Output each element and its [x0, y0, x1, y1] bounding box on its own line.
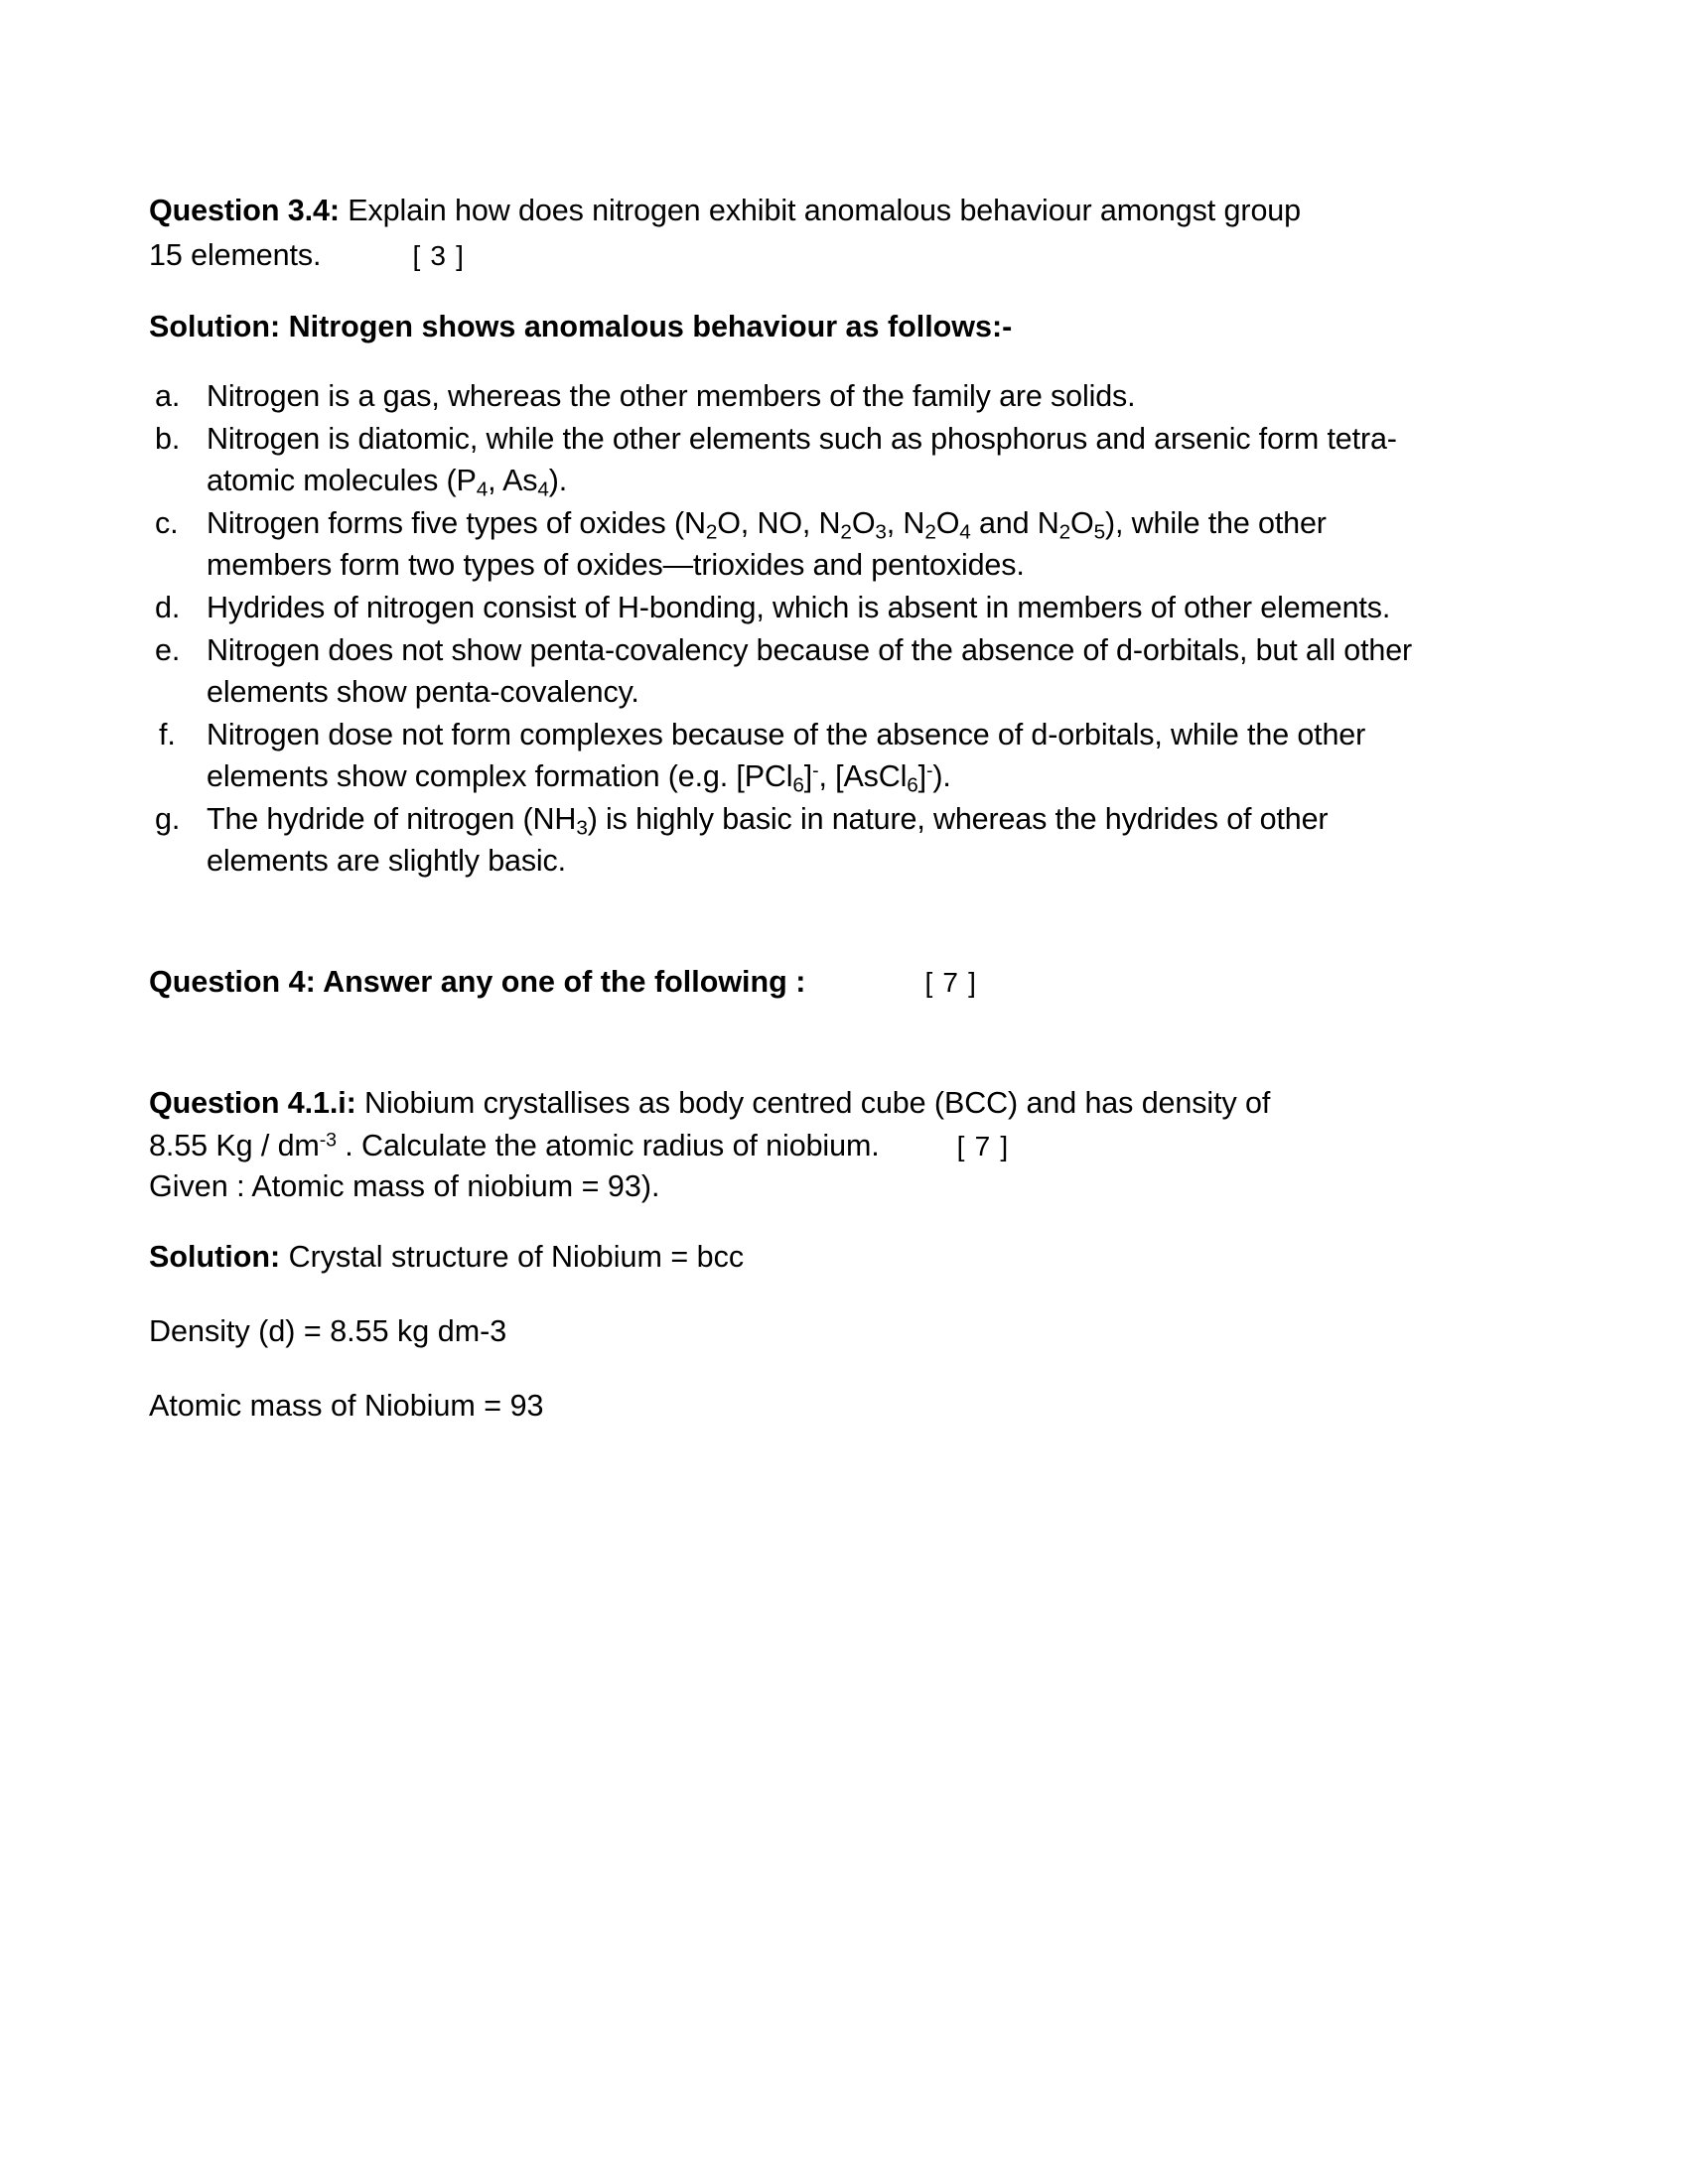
question-3-4-block — [149, 189, 1440, 278]
density-prefix: 8.55 Kg / dm — [149, 1129, 320, 1162]
list-item-marker: g. — [155, 802, 181, 836]
list-item-marker: b. — [155, 422, 181, 456]
list-item-text — [207, 718, 1366, 797]
list-item-marker: f. — [159, 718, 176, 751]
list-item — [149, 418, 1440, 501]
solution-4-1-i-atomic-mass: Atomic mass of Niobium = 93 — [149, 1389, 544, 1423]
question-3-4-marks: [ 3 ] — [412, 240, 466, 271]
question-4-1-i-given-line: Given : Atomic mass of niobium = 93). — [149, 1169, 660, 1203]
sup-run: - — [812, 759, 819, 782]
question-4-1-i-line-2 — [149, 1125, 1440, 1167]
text-run: O, NO, N — [717, 506, 841, 540]
text-run: Hydrides of nitrogen consist of H-bonding, which is absent in members of other elements. — [207, 591, 1391, 624]
anomalous-behaviour-list — [149, 349, 1440, 882]
text-run: , N — [886, 506, 925, 540]
list-item — [149, 502, 1440, 586]
question-4-1-i-marks: [ 7 ] — [956, 1131, 1010, 1161]
text-run: O — [851, 506, 876, 540]
list-item-text — [207, 422, 1397, 501]
sub-run: 6 — [792, 773, 804, 797]
list-item — [149, 629, 1440, 713]
text-run: ), while the other members form two types of oxides—trioxides and pentoxides. — [207, 506, 1327, 582]
sub-run: 3 — [576, 816, 588, 840]
question-3-4-text-1: Explain how does nitrogen exhibit anomalous behaviour amongst group — [339, 194, 1302, 227]
text-run: Nitrogen forms five types of oxides (N — [207, 506, 706, 540]
sub-run: 6 — [907, 773, 918, 797]
sub-run: 2 — [1058, 520, 1071, 544]
question-3-4-label: Question 3.4: — [149, 194, 340, 227]
question-3-4-text-2: 15 elements. — [149, 238, 322, 272]
list-item — [149, 375, 1440, 417]
question-3-4-line-1 — [149, 189, 1440, 233]
question-4-1-i-text-1: Niobium crystallises as body centred cube (BCC) and has density of — [355, 1086, 1271, 1120]
question-4-block — [149, 912, 1440, 1005]
sub-run: 5 — [1093, 520, 1105, 544]
text-run: O — [1070, 506, 1094, 540]
list-item-marker: d. — [155, 591, 181, 624]
list-item-text — [207, 633, 1412, 709]
text-run: ] — [803, 759, 813, 793]
solution-4-1-i-density: Density (d) = 8.55 kg dm-3 — [149, 1314, 507, 1348]
sub-run: 4 — [476, 478, 489, 501]
question-3-4-line-2 — [149, 233, 1440, 278]
list-item-text — [207, 506, 1327, 582]
text-run: ] — [917, 759, 926, 793]
sub-run: 2 — [840, 520, 852, 544]
sub-run: 4 — [537, 478, 549, 501]
list-item — [149, 587, 1440, 628]
text-run: and N — [970, 506, 1059, 540]
text-run: O — [935, 506, 960, 540]
text-run: , [AsCl — [818, 759, 908, 793]
solution-4-1-i-line-1 — [149, 1205, 1440, 1280]
question-4-1-i-line-1 — [149, 1082, 1440, 1125]
document-content — [149, 189, 1440, 1429]
text-run: Nitrogen does not show penta-covalency because of the absence of d-orbitals, but all other elements show penta-covalency. — [207, 633, 1413, 709]
density-suffix: . Calculate the atomic radius of niobium. — [336, 1129, 880, 1162]
list-item-marker: c. — [155, 506, 179, 540]
list-item-text — [207, 379, 1135, 413]
text-run: ). — [932, 759, 951, 793]
sub-run: 4 — [959, 520, 971, 544]
text-run: The hydride of nitrogen (NH — [207, 802, 577, 836]
sub-run: 2 — [705, 520, 718, 544]
text-run: Nitrogen dose not form complexes because of the absence of d-orbitals, while the other elements show complex formation (e.g. [PCl — [207, 718, 1366, 793]
text-run: Nitrogen is a gas, whereas the other members of the family are solids. — [207, 379, 1136, 413]
sub-run: 2 — [924, 520, 936, 544]
list-item-marker: e. — [155, 633, 181, 667]
question-4-1-i-block — [149, 1034, 1440, 1205]
text-run: , As — [488, 464, 538, 497]
list-item-marker: a. — [155, 379, 181, 413]
text-run: ) is highly basic in nature, whereas the hydrides of other elements are slightly basic. — [207, 802, 1329, 878]
sub-run: 3 — [875, 520, 887, 544]
list-item-text — [207, 802, 1328, 878]
sup-run: - — [925, 759, 933, 782]
question-4-marks: [ 7 ] — [924, 966, 978, 998]
list-item-text — [207, 591, 1390, 624]
solution-4-1-i-text: Crystal structure of Niobium = bcc — [280, 1240, 745, 1274]
text-run: Nitrogen is diatomic, while the other elements such as phosphorus and arsenic form tetra-atomic molecules (P — [207, 422, 1397, 497]
density-exponent: -3 — [319, 1129, 337, 1152]
question-4-label: Question 4: Answer any one of the following : — [149, 964, 806, 999]
list-item — [149, 714, 1440, 797]
question-4-1-i-label: Question 4.1.i: — [149, 1086, 356, 1120]
solution-heading: Solution: Nitrogen shows anomalous behaviour as follows:- — [149, 310, 1013, 343]
solution-4-1-i-label: Solution: — [149, 1240, 281, 1274]
list-item — [149, 798, 1440, 882]
text-run: ). — [548, 464, 568, 497]
